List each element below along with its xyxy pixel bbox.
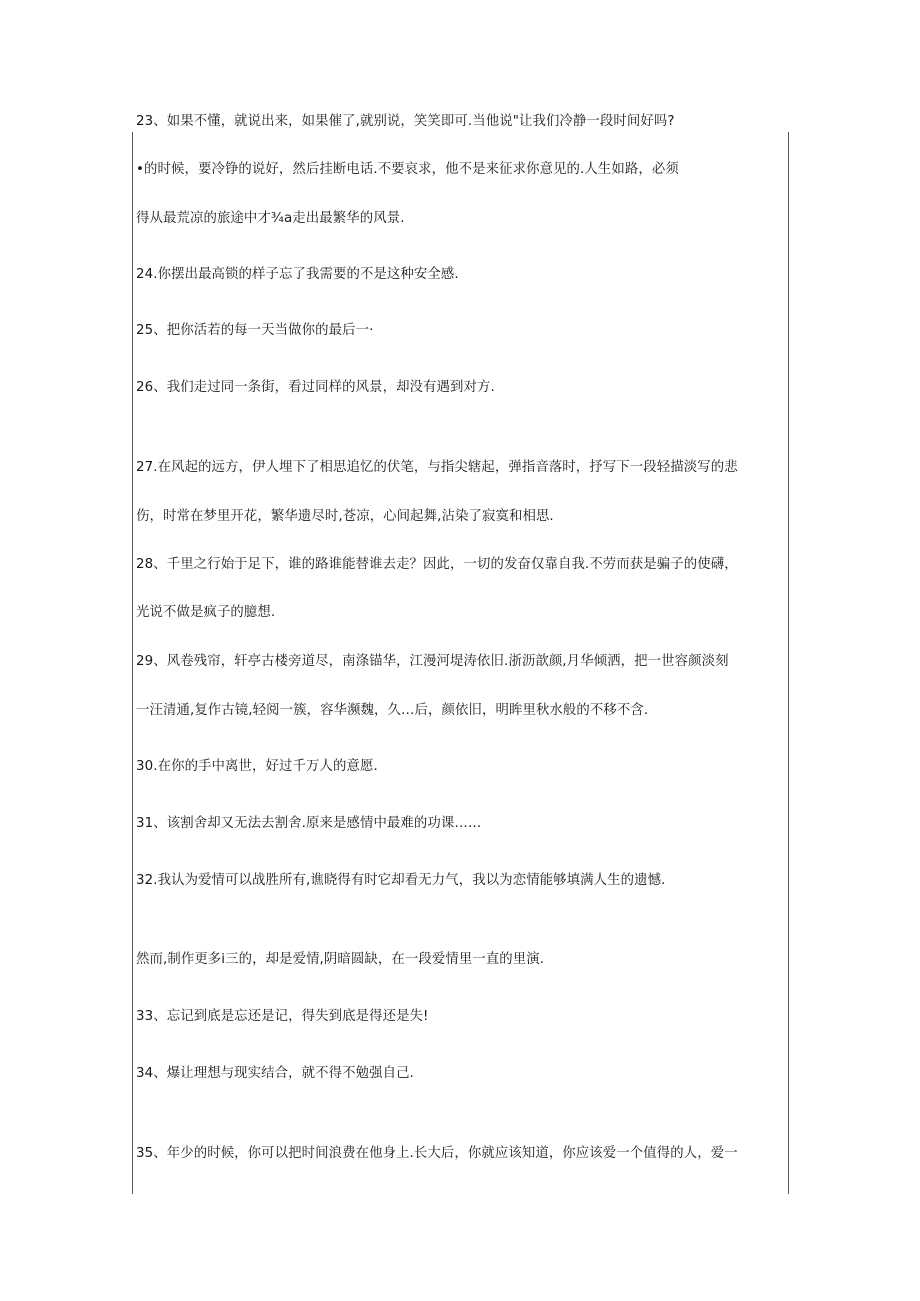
text-line-23-cont-2: 得从最荒凉的旅途中才¾a走出最繁华的风景. <box>136 211 405 226</box>
text-line-25: 25、把你活若的每一天当做你的最后一· <box>136 323 374 338</box>
text-line-34: 34、爆让理想与现实结合，就不得不勉强自己. <box>136 1066 414 1081</box>
text-line-23-cont-1: •的时候，要冷铮的说好，然后挂断电话.不要哀求，他不是来征求你意见的.人生如路，必须 <box>136 162 679 177</box>
text-line-27: 27.在风起的远方，伊人埋下了相思追忆的伏笔，与指尖辖起，弹指音落时，抒写下一段轻描淡写的悲 <box>136 460 738 475</box>
text-line-28-cont: 光说不做是疯子的臆想. <box>136 605 276 620</box>
text-line-33: 33、忘记到底是忘还是记，得失到底是得还是失! <box>136 1009 429 1024</box>
text-line-26: 26、我们走过同一条街，看过同样的风景，却没有遇到对方. <box>136 380 495 395</box>
text-line-28: 28、千里之行始于足下，谁的路谁能替谁去走？因此，一切的发奋仅靠自我.不劳而获是骗子的使礴， <box>136 557 738 572</box>
text-line-29-cont: 一汪清通,复作古镜,轻阅一簇，容华濒魏，久…后，颜依旧，明眸里秋水般的不移不含. <box>136 703 649 718</box>
text-line-31: 31、该割舍却又无法去割舍.原来是感情中最难的功课…… <box>136 816 482 831</box>
text-line-32-cont: 然而,制作更多i三的，却是爱情,阴暗圆缺，在一段爱情里一直的里演. <box>136 952 545 967</box>
text-line-32: 32.我认为爱情可以战胜所有,谯晓得有时它却看无力气，我以为恋情能够填满人生的遗憾. <box>136 873 666 888</box>
text-line-30: 30.在你的手中离世，好过千万人的意愿. <box>136 759 378 774</box>
text-line-35: 35、年少的时候，你可以把时间浪费在他身上.长大后，你就应该知道，你应该爱一个值得的人，爱一 <box>136 1146 738 1161</box>
text-line-24: 24.你摆出最高锁的样子忘了我需要的不是这种安全感. <box>136 267 459 282</box>
text-line-23: 23、如果不懂，就说出来，如果催了,就别说，笑笑即可.当他说"让我们冷静一段时间好吗? <box>136 114 675 129</box>
text-line-29: 29、风卷残帘，轩亭古楼旁道尽，南涤锚华，江漫河堤涛依旧.浙沥歆颜,月华倾洒，把一世容颜淡刻 <box>136 654 729 669</box>
text-line-27-cont: 伤，时常在梦里开花，繁华遗尽时,苍凉，心间起舞,沾染了寂寞和相思. <box>136 509 554 524</box>
